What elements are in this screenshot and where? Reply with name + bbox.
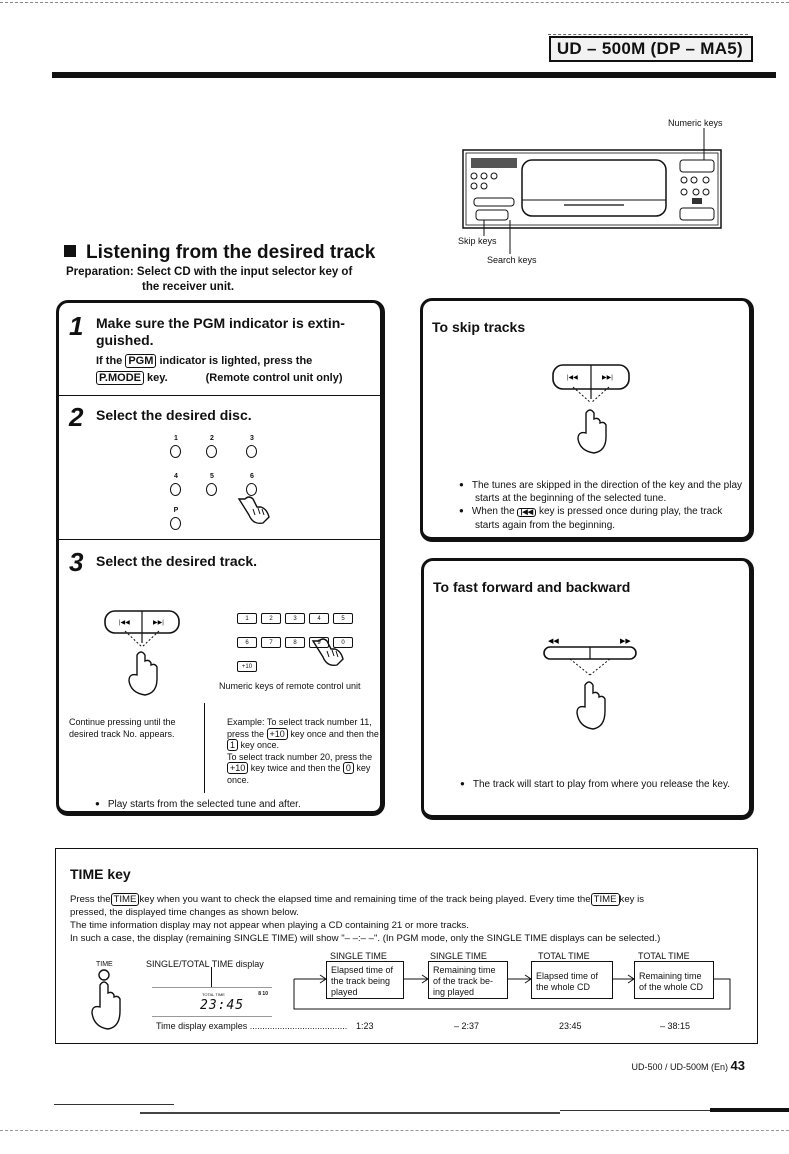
svg-text:|◀◀: |◀◀ (567, 375, 578, 381)
disc-3-label: 3 (250, 435, 254, 442)
flow-arrows (284, 957, 744, 1017)
disc-5-key (206, 483, 217, 496)
disc-1-key (170, 445, 181, 458)
display-label: SINGLE/TOTAL TIME display (146, 959, 264, 969)
numeric-keys-label: Numeric keys (668, 118, 723, 128)
model-badge: UD – 500M (DP – MA5) (549, 36, 753, 62)
continue-pressing-note: Continue pressing until the desired track No. appears. (69, 717, 176, 739)
skip-note-2: ● When the |◀◀ key is pressed once during play, the track starts again from the beginning. (459, 505, 747, 532)
step1-number: 1 (69, 311, 84, 341)
disc-4-label: 4 (174, 473, 178, 480)
step3-number: 3 (69, 547, 84, 577)
square-bullet-icon (64, 245, 76, 257)
remote-key-plus10: +10 (237, 661, 257, 672)
skip-key-drawing (551, 363, 635, 459)
example-4: – 38:15 (660, 1021, 691, 1031)
step2-number: 2 (69, 402, 84, 432)
flow-label-1: SINGLE TIME (330, 951, 387, 961)
header-rule (52, 72, 776, 78)
divider (59, 395, 385, 396)
example-3: 23:45 (559, 1021, 582, 1031)
example-2: – 2:37 (454, 1021, 480, 1031)
steps-panel (56, 300, 385, 816)
disc-p-label: P (173, 507, 179, 514)
remote-key-7: 7 (261, 637, 281, 648)
skip-tracks-panel (420, 298, 754, 542)
skip-tracks-notes (459, 479, 747, 532)
pressing-hand-icon (309, 637, 349, 671)
disc-2-label: 2 (210, 435, 214, 442)
remote-key-9: 9 (309, 637, 329, 648)
flow-label-4: TOTAL TIME (638, 951, 690, 961)
display-disc-track: 8 10 (258, 991, 268, 997)
skip-keys-label: Skip keys (458, 236, 497, 246)
remote-key-3: 3 (285, 613, 305, 624)
remote-key-2: 2 (261, 613, 281, 624)
flow-label-3: TOTAL TIME (538, 951, 590, 961)
display-time-readout: 23:45 (200, 998, 245, 1013)
disc-p-key (170, 517, 181, 530)
svg-text:▶▶: ▶▶ (620, 638, 631, 645)
search-key-drawing (542, 635, 648, 735)
preparation-note: Preparation: Select CD with the input selector key of the receiver unit. (66, 266, 353, 293)
flow-box-remaining-cd: Remaining time of the whole CD (634, 961, 714, 999)
disc-4-key (170, 483, 181, 496)
pressing-hand-icon (235, 495, 275, 529)
remote-caption: Numeric keys of remote control unit (219, 681, 361, 691)
remote-key-4: 4 (309, 613, 329, 624)
page-number: 43 (730, 1058, 745, 1073)
disc-1-label: 1 (174, 435, 178, 442)
search-keys-label: Search keys (487, 255, 537, 265)
skip-note-1: ● The tunes are skipped in the direction of the key and the play starts at the beginning of the selected tune. (459, 479, 747, 505)
display-panel (152, 987, 272, 1017)
device-illustration (454, 118, 754, 278)
skip-key-drawing (103, 609, 183, 699)
time-key-description: Press the TIME key when you want to check the elapsed time and remaining time of the track being played. Every time the TIME key is pressed, the displayed time changes as shown below. The time information display may not appear when playing a CD containing 21 or more tracks. In such a case, the display (remaining SINGLE TIME) will show "– –:– –". (In PGM mode, only the SINGLE TIME displays can be selected.) (70, 894, 661, 944)
display-total-time-text: TOTAL TIME (202, 992, 225, 997)
time-key-hand-icon (90, 969, 130, 1035)
disc-5-label: 5 (210, 473, 214, 480)
cd-player-drawing (454, 118, 754, 278)
svg-text:▶▶|: ▶▶| (153, 620, 164, 626)
pgm-indicator: PGM (125, 354, 156, 368)
svg-text:|◀◀: |◀◀ (119, 620, 130, 626)
remote-key-6: 6 (237, 637, 257, 648)
remote-key-8: 8 (285, 637, 305, 648)
example-1: 1:23 (356, 1021, 374, 1031)
remote-key-0: 0 (333, 637, 353, 648)
play-starts-note: ● Play starts from the selected tune and after. (95, 799, 301, 810)
section-title: Listening from the desired track (64, 242, 375, 264)
p-mode-key: P.MODE (96, 371, 144, 385)
disc-2-key (206, 445, 217, 458)
display-pointer (211, 967, 212, 987)
time-key-label: TIME (96, 961, 113, 968)
disc-3-key (246, 445, 257, 458)
flow-box-elapsed-cd: Elapsed time of the whole CD (531, 961, 613, 999)
divider (204, 703, 205, 793)
flow-box-elapsed-track: Elapsed time of the track being played (326, 961, 404, 999)
remote-key-1: 1 (237, 613, 257, 624)
step1-subtext: If the PGM indicator is lighted, press the P.MODE key. (Remote control unit only) (96, 355, 343, 384)
track-example-note: Example: To select track number 11, press the +10 key once and then the 1 key once. To select track number 20, press the +10 key twice and then the 0 key once. (227, 717, 379, 785)
page-footer (631, 1058, 745, 1073)
fast-forward-title: To fast forward and backward (433, 579, 631, 595)
step2-heading: Select the desired disc. (96, 407, 252, 423)
skip-tracks-title: To skip tracks (432, 319, 526, 335)
remote-key-5: 5 (333, 613, 353, 624)
step1-heading: Make sure the PGM indicator is extin- guished. (96, 315, 345, 348)
top-border (0, 2, 789, 3)
bottom-border (0, 1104, 789, 1144)
svg-text:◀◀: ◀◀ (548, 638, 559, 645)
flow-box-remaining-track: Remaining time of the track be-ing played (428, 961, 508, 999)
svg-text:▶▶|: ▶▶| (602, 375, 613, 381)
step3-heading: Select the desired track. (96, 553, 258, 569)
time-key-title: TIME key (70, 866, 131, 882)
disc-6-label: 6 (250, 473, 254, 480)
fast-forward-note: ● The track will start to play from where you release the key. (460, 777, 748, 791)
page-ref: UD-500 / UD-500M (En) (631, 1062, 729, 1072)
divider (59, 539, 385, 540)
flow-label-2: SINGLE TIME (430, 951, 487, 961)
time-examples-label: Time display examples ....................................... (156, 1021, 348, 1031)
time-key-panel (55, 848, 758, 1044)
fast-forward-panel (421, 558, 754, 820)
